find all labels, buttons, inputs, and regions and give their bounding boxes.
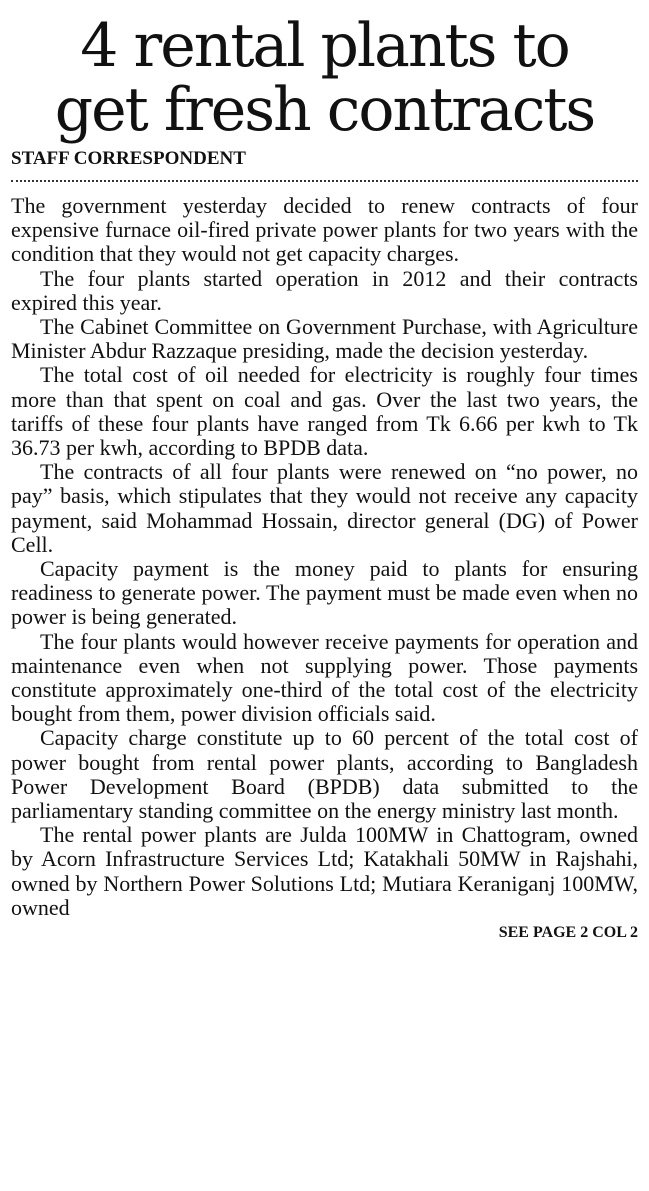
paragraph: The total cost of oil needed for electricity is roughly four times more than that spent on coal and gas. Over the last two years, the tariffs of these four plants have ranged from Tk 6.66 per kwh to Tk 36.73 per kwh, according to BPDB data. bbox=[11, 362, 638, 461]
byline: STAFF CORRESPONDENT bbox=[11, 148, 246, 169]
paragraph: The government yesterday decided to renew contracts of four expensive furnace oil-fired private power plants for two years with the condition that they would not get capacity charges. bbox=[11, 193, 638, 267]
paragraph: The rental power plants are Julda 100MW in Chattogram, owned by Acorn Infrastructure Services Ltd; Katakhali 50MW in Rajshahi, owned by Northern Power Solutions Ltd; Mutiara Keraniganj 100MW, owned bbox=[11, 822, 638, 920]
paragraph: Capacity charge constitute up to 60 percent of the total cost of power bought from rental power plants, according to Bangladesh Power Development Board (BPDB) data submitted to the parliamentary standing committee on the energy ministry last month. bbox=[11, 725, 638, 824]
paragraph: The four plants would however receive payments for operation and maintenance even when not supplying power. Those payments constitute approximately one-third of the total cost of the electricity bought from them, power division officials said. bbox=[11, 628, 638, 727]
paragraph: Capacity payment is the money paid to plants for ensuring readiness to generate power. The payment must be made even when no power is being generated. bbox=[11, 556, 638, 630]
continuation-link[interactable]: SEE PAGE 2 COL 2 bbox=[498, 924, 638, 942]
paragraph: The four plants started operation in 2012 and their contracts expired this year. bbox=[11, 265, 638, 315]
article-body bbox=[11, 194, 638, 920]
paragraph: The Cabinet Committee on Government Purchase, with Agriculture Minister Abdur Razzaque presiding, made the decision yesterday. bbox=[11, 314, 638, 364]
paragraph: The contracts of all four plants were renewed on “no power, no pay” basis, which stipulates that they would not receive any capacity payment, said Mohammad Hossain, director general (DG) of Power Cell. bbox=[11, 459, 638, 557]
headline-line-2: get fresh contracts bbox=[54, 75, 595, 145]
article bbox=[11, 0, 638, 942]
dotted-divider bbox=[11, 180, 638, 182]
headline-line-1: 4 rental plants to bbox=[80, 11, 569, 81]
headline bbox=[11, 11, 638, 145]
